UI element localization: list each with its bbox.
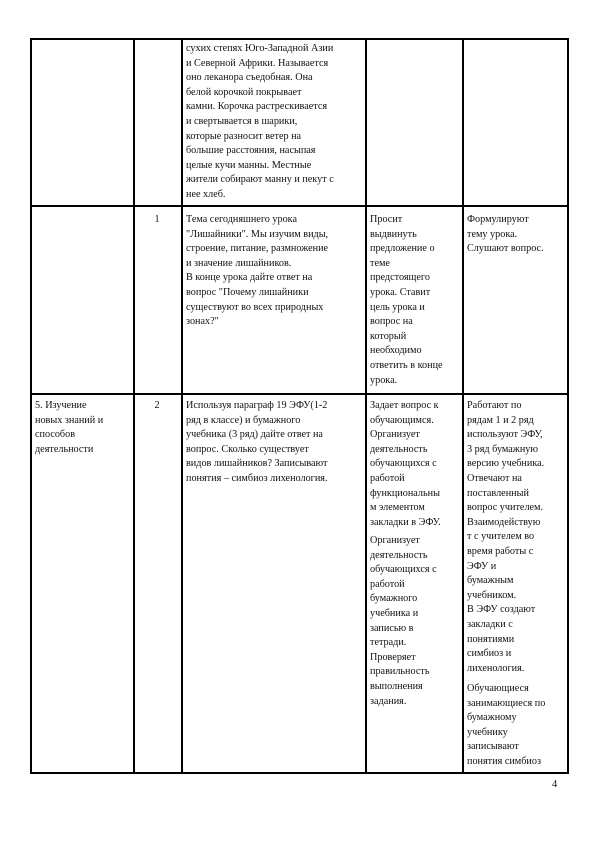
table-border-top (30, 38, 569, 40)
column-divider (365, 38, 367, 774)
lesson-table (30, 38, 569, 774)
table-border-bottom (30, 772, 569, 774)
table-row-2-number: 1 (154, 214, 160, 225)
table-row-2-students: Формулируют тему урока. Слушают вопрос. (467, 214, 544, 255)
table-row-3-number: 2 (154, 400, 160, 411)
row-divider (30, 205, 569, 207)
table-row-3-stage: 5. Изучение новых знаний и способов деятельности (35, 400, 104, 455)
column-divider (462, 38, 464, 774)
column-divider (181, 38, 183, 774)
table-row-3-teacher-part-1: Задает вопрос к обучающимся. Организует деятельность обучающихся с работой функциональны м элементом закладки в ЭФУ. (370, 400, 441, 528)
row-divider (30, 393, 569, 395)
table-row-3-teacher-part-2: Организует деятельность обучающихся с работой бумажного учебника и записью в тетради. Проверяет правильность выполнения задания. (370, 535, 437, 707)
table-border-right (567, 38, 569, 774)
table-row-2-teacher: Просит выдвинуть предложение о теме предстоящего урока. Ставит цель урока и вопрос на который необходимо ответить в конце урока. (370, 214, 443, 386)
column-divider (133, 38, 135, 774)
column-divider (30, 38, 32, 774)
table-row-2-content: Тема сегодняшнего урока "Лишайники". Мы изучим виды, строение, питание, размножение и значение лишайников. В конце урока дайте ответ на вопрос "Почему лишайники существуют во всех природных зонах?" (186, 214, 329, 328)
page-number: 4 (552, 779, 558, 790)
table-row-1-content: сухих степях Юго-Западной Азии и Северной Африки. Называется оно леканора съедобная. Она белой корочкой покрывает камни. Корочка растрескивается и свертывается в шарики, которые разносит ветер на большие расстояния, насыпая целые кучи манны. Местные жители собирают манну и пекут с нее хлеб. (186, 43, 334, 200)
table-row-3-students-part-2: Обучающиеся занимающиеся по бумажному учебнику записывают понятия симбиоз (467, 683, 546, 767)
table-row-3-content: Используя параграф 19 ЭФУ(1-2 ряд в классе) и бумажного учебника (3 ряд) дайте ответ на вопрос. Сколько существует видов лишайников? Записывают понятия – симбиоз лихенология. (186, 400, 328, 484)
table-row-3-students-part-1: Работают по рядам 1 и 2 ряд используют ЭФУ, 3 ряд бумажную версию учебника. Отвечают на поставленный вопрос учителем. Взаимодействую т с учителем во время работы с ЭФУ и бумажным учебником. В ЭФУ создают закладки с понятиями симбиоз и лихенология. (467, 400, 545, 674)
